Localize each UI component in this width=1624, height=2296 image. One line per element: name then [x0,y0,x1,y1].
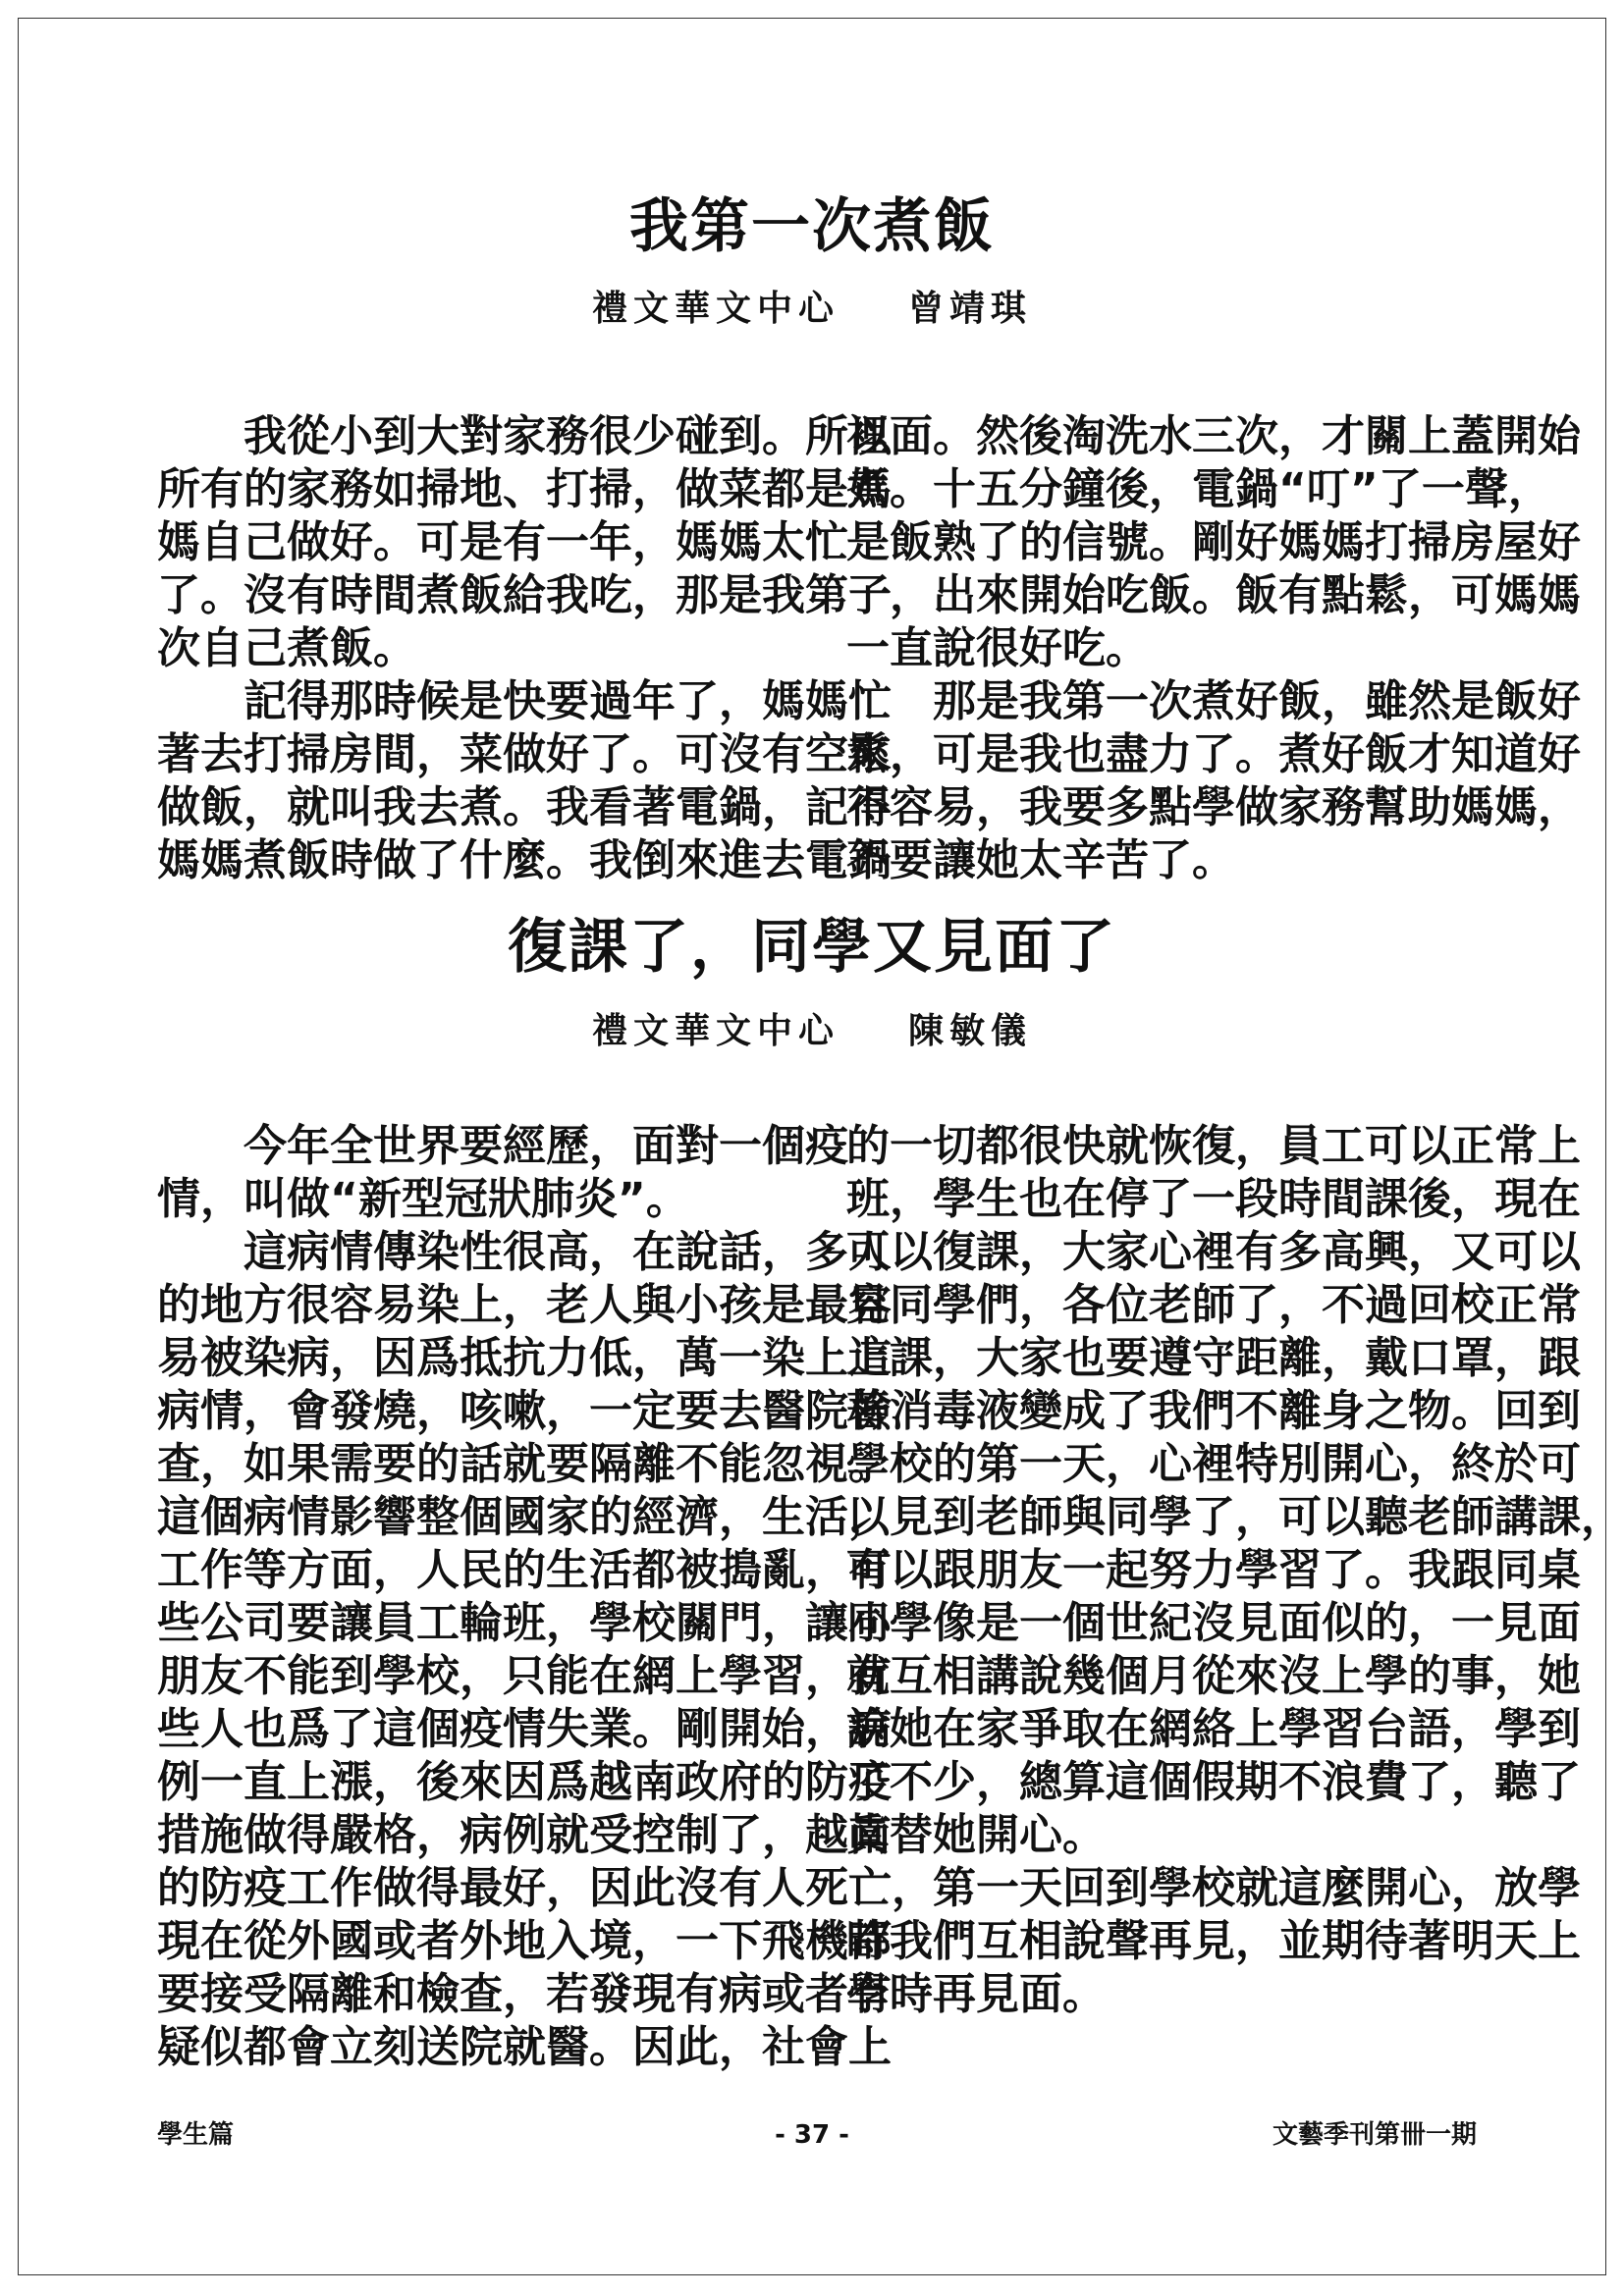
text-line: 一直說很好吃。 [846,623,1149,673]
footer-publication: 文藝季刊第卌一期 [1272,2120,1477,2150]
text-line: 例一直上漲，後來因爲越南政府的防疫 [157,1757,892,1807]
text-line: 朋友不能到學校，只能在網上學習，有 [157,1651,892,1701]
text-line: 些人也爲了這個疫情失業。剛開始，病 [157,1704,892,1754]
text-line: 媽自己做好。可是有一年，媽媽太忙 [157,517,848,567]
article2-right-column [846,1120,1624,2021]
text-line: 的防疫工作做得最好，因此沒有人死亡， [157,1863,935,1913]
text-line: 不容易，我要多點學做家務幫助媽媽， [846,782,1581,832]
text-line: 眞替她開心。 [846,1810,1106,1860]
article2-byline [0,1009,1624,1052]
text-line: 情，叫做“新型冠狀肺炎”。 [157,1174,689,1224]
text-line: 這病情傳染性很高，在說話，多人 [157,1227,892,1277]
text-line: 我從小到大對家務很少碰到。所以 [157,411,892,461]
text-line: 所有的家務如掃地、打掃，做菜都是媽 [157,464,892,514]
text-line: 措施做得嚴格，病例就受控制了，越南 [157,1810,892,1860]
text-line: 著消毒液變成了我們不離身之物。回到 [846,1386,1581,1436]
text-line: 上課，大家也要遵守距離，戴口罩，跟 [846,1333,1581,1383]
text-line: 時我們互相說聲再見，並期待著明天上 [846,1916,1581,1966]
text-line: 病情，會發燒，咳嗽，一定要去醫院檢 [157,1386,892,1436]
text-line: 了不少，總算這個假期不浪費了，聽了 [846,1757,1581,1807]
text-line: 疑似都會立刻送院就醫。因此，社會上 [157,2022,892,2072]
text-line: 要接受隔離和檢查，若發現有病或者有 [157,1969,892,2019]
text-line: 這個病情影響整個國家的經濟，生活， [157,1492,892,1542]
text-line: 是飯熟了的信號。剛好媽媽打掃房屋好 [846,517,1581,567]
page-number: - 37 - [775,2120,849,2150]
text-line: 記得那時候是快要過年了，媽媽忙 [157,676,892,726]
text-line: 就互相講說幾個月從來沒上學的事，她 [846,1651,1581,1701]
text-line: 學時再見面。 [846,1969,1106,2019]
text-line: 些公司要讓員工輪班，學校關門，讓小 [157,1598,892,1648]
text-line: 見同學們，各位老師了，不過回校正常 [846,1280,1581,1330]
article1-left-column [157,410,892,887]
article1-author: 曾靖琪 [908,288,1033,329]
text-line: 那是我第一次煮好飯，雖然是飯好 [846,676,1581,726]
article2-school: 禮文華文中心 [591,1010,839,1051]
text-line: 的地方很容易染上，老人與小孩是最容 [157,1280,892,1330]
footer-section: 學生篇 [157,2120,235,2150]
text-line: 煮。十五分鐘後，電鍋“叮”了一聲， [846,464,1551,514]
text-line: 工作等方面，人民的生活都被搗亂，有 [157,1545,892,1595]
text-line: 次自己煮飯。 [157,623,416,673]
text-line: 裡面。然後淘洗水三次，才關上蓋開始 [846,411,1581,461]
text-line: 了。沒有時間煮飯給我吃，那是我第一 [157,570,892,620]
article2-left-column [157,1120,935,2074]
article1-title: 我第一次煮飯 [629,192,995,261]
text-line: 可以跟朋友一起努力學習了。我跟同桌 [846,1545,1581,1595]
text-line: 以見到老師與同學了，可以聽老師講課， [846,1492,1624,1542]
article2-author: 陳敏儀 [908,1010,1033,1051]
text-line: 同學像是一個世紀沒見面似的，一見面 [846,1598,1581,1648]
text-line: 說她在家爭取在網絡上學習台語，學到 [846,1704,1581,1754]
text-line: 了，出來開始吃飯。飯有點鬆，可媽媽 [846,570,1581,620]
article1-school: 禮文華文中心 [591,288,839,329]
article2-title: 復課了，同學又見面了 [508,913,1116,982]
text-line: 班，學生也在停了一段時間課後，現在 [846,1174,1581,1224]
text-line: 今年全世界要經歷，面對一個疫 [157,1121,848,1171]
text-line: 的一切都很快就恢復，員工可以正常上 [846,1121,1581,1171]
text-line: 學校的第一天，心裡特別開心，終於可 [846,1439,1581,1489]
text-line: 做飯，就叫我去煮。我看著電鍋，記得 [157,782,892,832]
text-line: 可以復課，大家心裡有多高興，又可以 [846,1227,1581,1277]
text-line: 第一天回到學校就這麼開心，放學 [846,1863,1581,1913]
text-line: 查，如果需要的話就要隔離不能忽視。 [157,1439,892,1489]
text-line: 易被染病，因爲抵抗力低，萬一染上這 [157,1333,892,1383]
article1-right-column [846,410,1581,887]
text-line: 現在從外國或者外地入境，一下飛機都 [157,1916,892,1966]
text-line: 著去打掃房間，菜做好了。可沒有空來 [157,729,892,779]
text-line: 不要讓她太辛苦了。 [846,835,1235,885]
article1-byline [0,287,1624,330]
text-line: 鬆，可是我也盡力了。煮好飯才知道好 [846,729,1581,779]
text-line: 媽媽煮飯時做了什麼。我倒來進去電鍋 [157,835,892,885]
